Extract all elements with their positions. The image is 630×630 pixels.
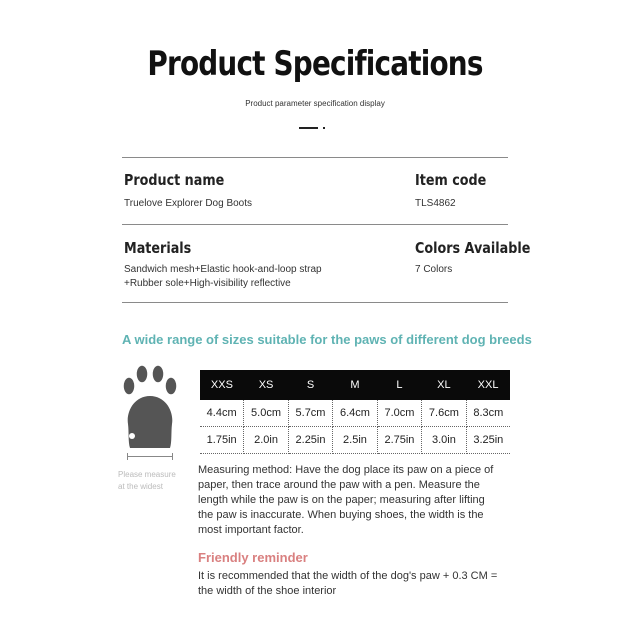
paw-measure-note-line2: at the widest [118,482,163,491]
size-inch-cell: 1.75in [200,427,244,454]
size-inch-cell: 2.75in [377,427,421,454]
size-range-heading: A wide range of sizes suitable for the paws of different dog breeds [122,332,532,347]
size-cm-cell: 5.0cm [244,400,288,427]
item-code-value: TLS4862 [415,198,456,209]
materials-value-line1: Sandwich mesh+Elastic hook-and-loop strap [124,264,322,275]
reminder-text: It is recommended that the width of the dog's paw + 0.3 CM = the width of the shoe interior [198,570,498,597]
size-cm-cell: 8.3cm [466,400,510,427]
reminder-title: Friendly reminder [198,550,308,565]
paw-measure-note [118,469,176,493]
size-header-cell: M [333,370,377,400]
size-inch-row [200,427,510,454]
size-header-cell: S [288,370,332,400]
measure-line [127,456,173,457]
size-cm-cell: 6.4cm [333,400,377,427]
size-header-cell: XL [422,370,466,400]
size-inch-cell: 3.0in [422,427,466,454]
size-cm-cell: 7.6cm [422,400,466,427]
colors-value: 7 Colors [415,264,453,275]
product-name-value: Truelove Explorer Dog Boots [124,198,253,209]
title-divider-dash [299,127,318,129]
spec-divider-middle [122,224,508,225]
size-chart-table [200,370,510,454]
paw-measure-note-line1: Please measure [118,470,176,479]
spec-divider-bottom [122,302,508,303]
paw-print-icon [120,362,182,452]
materials-label: Materials [124,239,192,257]
size-cm-cell: 5.7cm [288,400,332,427]
size-inch-cell: 3.25in [466,427,510,454]
measure-line-tick-right [172,453,173,460]
size-cm-row [200,400,510,427]
title-divider-dot [323,127,325,129]
item-code-label: Item code [415,171,487,189]
size-cm-cell: 7.0cm [377,400,421,427]
size-inch-cell: 2.5in [333,427,377,454]
size-header-cell: L [377,370,421,400]
page-title: Product Specifications [147,44,483,84]
spec-divider-top [122,157,508,158]
size-inch-cell: 2.0in [244,427,288,454]
size-header-cell: XXS [200,370,244,400]
product-name-label: Product name [124,171,225,189]
size-inch-cell: 2.25in [288,427,332,454]
materials-value-line2: +Rubber sole+High-visibility reflective [124,278,291,289]
page-subtitle: Product parameter specification display [245,99,385,108]
size-header-cell: XXL [466,370,510,400]
colors-label: Colors Available [415,239,531,257]
measuring-method-text: Measuring method: Have the dog place its paw on a piece of paper, then trace around the paw with a pen. Measure the length while the paw is on the paper; measuring after lifting the paw is inaccurate. When buying shoes, the width is the most important factor. [198,464,494,536]
size-header-cell: XS [244,370,288,400]
size-header-row [200,370,510,400]
size-cm-cell: 4.4cm [200,400,244,427]
